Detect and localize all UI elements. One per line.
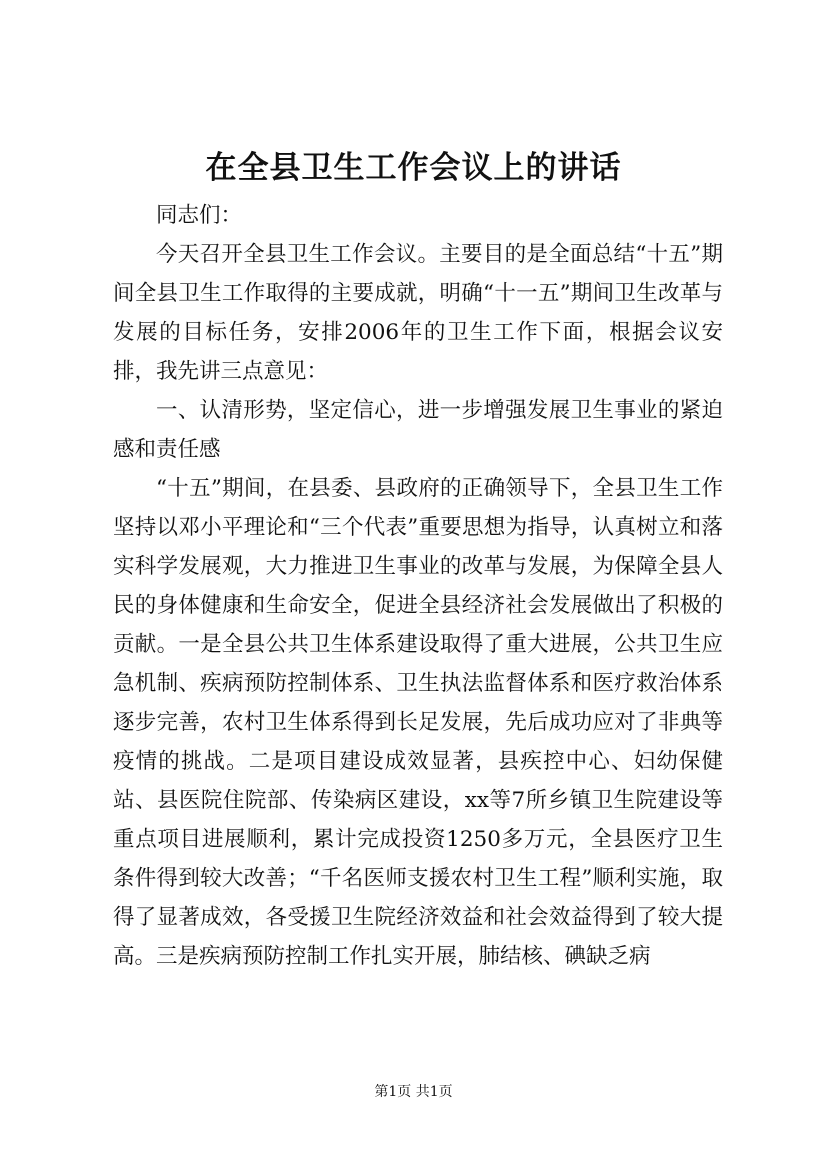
intro-paragraph: 今天召开全县卫生工作会议。主要目的是全面总结“十五”期间全县卫生工作取得的主要成就，明确“十一五”期间卫生改革与发展的目标任务，安排2006年的卫生工作下面，根据会议安排，我先讲三点意见： [113,242,723,384]
section-heading-paragraph: 一、认清形势，坚定信心，进一步增强发展卫生事业的紧迫感和责任感 [113,398,723,462]
page-footer: 第1页 共1页 [374,1084,453,1100]
salutation-paragraph: 同志们： [156,203,243,228]
document-title: 在全县卫生工作会议上的讲话 [205,150,622,186]
body-paragraph: “十五”期间，在县委、县政府的正确领导下，全县卫生工作坚持以邓小平理论和“三个代表”重要思想为指导，认真树立和落实科学发展观，大力推进卫生事业的改革与发展，为保障全县人民的身体健康和生命安全，促进全县经济社会发展做出了积极的贡献。一是全县公共卫生体系建设取得了重大进展，公共卫生应急机制、疾病预防控制体系、卫生执法监督体系和医疗救治体系逐步完善，农村卫生体系得到长足发展，先后成功应对了非典等疫情的挑战。二是项目建设成效显著，县疾控中心、妇幼保健站、县医院住院部、传染病区建设，xx等7所乡镇卫生院建设等重点项目进展顺利，累计完成投资1250多万元，全县医疗卫生条件得到较大改善；“千名医师支援农村卫生工程”顺利实施，取得了显著成效，各受援卫生院经济效益和社会效益得到了较大提高。三是疾病预防控制工作扎实开展，肺结核、碘缺乏病 [113,476,723,969]
document-body [113,196,723,976]
